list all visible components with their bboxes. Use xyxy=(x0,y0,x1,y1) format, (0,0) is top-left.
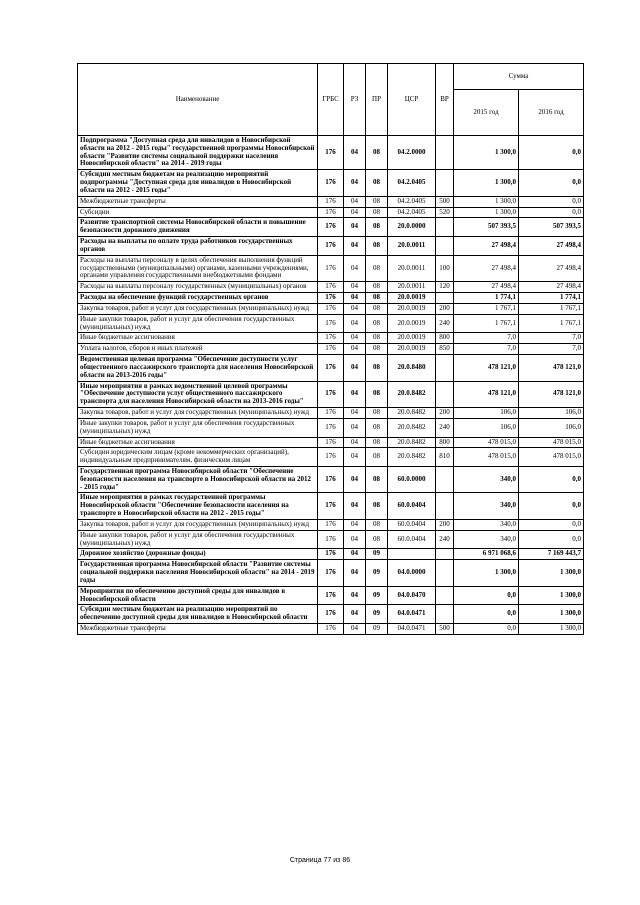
page-footer: Страница 77 из 86 xyxy=(289,857,351,864)
row-sum-2016: 0,0 xyxy=(519,466,584,492)
row-vr: 800 xyxy=(436,333,454,344)
row-csr: 20.0.0011 xyxy=(388,255,436,281)
row-grbs: 176 xyxy=(318,586,344,605)
table-row xyxy=(78,282,584,293)
row-grbs: 176 xyxy=(318,408,344,419)
row-grbs: 176 xyxy=(318,303,344,314)
row-name: Иные бюджетные ассигнования xyxy=(78,333,318,344)
row-sum-2015: 478 121,0 xyxy=(454,381,519,407)
row-pr: 08 xyxy=(366,237,388,256)
table-row xyxy=(78,381,584,407)
row-grbs: 176 xyxy=(318,282,344,293)
row-sum-2015: 27 498,4 xyxy=(454,237,519,256)
row-rz: 04 xyxy=(344,418,366,437)
row-sum-2015: 340,0 xyxy=(454,493,519,519)
table-row xyxy=(78,136,584,170)
row-pr: 08 xyxy=(366,355,388,381)
row-pr: 08 xyxy=(366,466,388,492)
row-sum-2016: 1 300,0 xyxy=(519,605,584,624)
row-csr: 60.0.0000 xyxy=(388,466,436,492)
row-rz: 04 xyxy=(344,344,366,355)
row-rz: 04 xyxy=(344,549,366,560)
row-sum-2015: 7,0 xyxy=(454,344,519,355)
row-name: Закупка товаров, работ и услуг для государственных (муниципальных) нужд xyxy=(78,519,318,530)
row-grbs: 176 xyxy=(318,466,344,492)
row-rz: 04 xyxy=(344,448,366,467)
table-row xyxy=(78,218,584,237)
row-grbs: 176 xyxy=(318,519,344,530)
row-rz: 04 xyxy=(344,255,366,281)
row-csr: 60.0.0404 xyxy=(388,493,436,519)
row-pr: 08 xyxy=(366,519,388,530)
header-rz: РЗ xyxy=(344,64,366,136)
table-row xyxy=(78,466,584,492)
row-rz: 04 xyxy=(344,218,366,237)
row-rz: 04 xyxy=(344,293,366,304)
row-sum-2016: 1 767,1 xyxy=(519,314,584,333)
table-row xyxy=(78,207,584,218)
row-grbs: 176 xyxy=(318,196,344,207)
row-sum-2016: 7,0 xyxy=(519,333,584,344)
header-name: Наименование xyxy=(78,64,318,136)
row-sum-2016: 0,0 xyxy=(519,207,584,218)
row-sum-2016: 0,0 xyxy=(519,196,584,207)
row-name: Государственная программа Новосибирской области "Развитие системы социальной поддержки населения Новосибирской области" на 2014 - 2019 годы xyxy=(78,560,318,586)
row-sum-2015: 1 300,0 xyxy=(454,170,519,196)
row-grbs: 176 xyxy=(318,255,344,281)
row-sum-2016: 7,0 xyxy=(519,344,584,355)
row-pr: 08 xyxy=(366,196,388,207)
row-rz: 04 xyxy=(344,314,366,333)
table-row xyxy=(78,237,584,256)
row-sum-2016: 0,0 xyxy=(519,493,584,519)
row-grbs: 176 xyxy=(318,437,344,448)
row-name: Расходы на выплаты персоналу государственных (муниципальных) органов xyxy=(78,282,318,293)
row-csr: 20.0.8482 xyxy=(388,381,436,407)
row-sum-2016: 27 498,4 xyxy=(519,282,584,293)
row-sum-2016: 106,0 xyxy=(519,418,584,437)
header-vr: ВР xyxy=(436,64,454,136)
row-sum-2015: 340,0 xyxy=(454,519,519,530)
table-body xyxy=(78,136,584,635)
row-rz: 04 xyxy=(344,437,366,448)
row-vr: 200 xyxy=(436,519,454,530)
table-row xyxy=(78,560,584,586)
row-sum-2015: 6 971 068,6 xyxy=(454,549,519,560)
row-pr: 08 xyxy=(366,448,388,467)
row-vr xyxy=(436,560,454,586)
row-sum-2015: 0,0 xyxy=(454,624,519,635)
row-rz: 04 xyxy=(344,207,366,218)
row-grbs: 176 xyxy=(318,624,344,635)
row-sum-2015: 478 015,0 xyxy=(454,448,519,467)
row-csr: 20.0.8482 xyxy=(388,437,436,448)
row-sum-2016: 0,0 xyxy=(519,530,584,549)
row-pr: 09 xyxy=(366,605,388,624)
row-rz: 04 xyxy=(344,170,366,196)
row-sum-2015: 106,0 xyxy=(454,418,519,437)
row-grbs: 176 xyxy=(318,237,344,256)
row-vr xyxy=(436,493,454,519)
table-row xyxy=(78,196,584,207)
row-vr xyxy=(436,293,454,304)
row-sum-2015: 27 498,4 xyxy=(454,282,519,293)
row-sum-2015: 1 300,0 xyxy=(454,136,519,170)
row-sum-2015: 340,0 xyxy=(454,466,519,492)
row-rz: 04 xyxy=(344,466,366,492)
row-name: Иные бюджетные ассигнования xyxy=(78,437,318,448)
row-rz: 04 xyxy=(344,586,366,605)
row-sum-2016: 478 121,0 xyxy=(519,381,584,407)
row-pr: 08 xyxy=(366,381,388,407)
row-pr: 08 xyxy=(366,282,388,293)
row-csr: 20.0.0000 xyxy=(388,218,436,237)
row-name: Закупка товаров, работ и услуг для государственных (муниципальных) нужд xyxy=(78,303,318,314)
row-grbs: 176 xyxy=(318,418,344,437)
row-csr: 20.0.0019 xyxy=(388,314,436,333)
row-name: Развитие транспортной системы Новосибирской области и повышение безопасности дорожного движения xyxy=(78,218,318,237)
row-vr xyxy=(436,170,454,196)
row-csr: 20.0.8480 xyxy=(388,355,436,381)
row-csr: 60.0.0404 xyxy=(388,519,436,530)
row-name: Расходы на выплаты по оплате труда работников государственных органов xyxy=(78,237,318,256)
table-row xyxy=(78,293,584,304)
row-pr: 08 xyxy=(366,333,388,344)
row-grbs: 176 xyxy=(318,333,344,344)
row-name: Иные закупки товаров, работ и услуг для обеспечения государственных (муниципальных) нужд xyxy=(78,314,318,333)
table-row xyxy=(78,314,584,333)
row-csr: 20.0.0019 xyxy=(388,303,436,314)
row-rz: 04 xyxy=(344,560,366,586)
row-name: Закупка товаров, работ и услуг для государственных (муниципальных) нужд xyxy=(78,408,318,419)
row-pr: 09 xyxy=(366,586,388,605)
row-sum-2015: 0,0 xyxy=(454,605,519,624)
row-sum-2015: 1 300,0 xyxy=(454,560,519,586)
row-csr: 20.0.0011 xyxy=(388,282,436,293)
row-vr: 100 xyxy=(436,255,454,281)
row-grbs: 176 xyxy=(318,344,344,355)
row-csr: 60.0.0404 xyxy=(388,530,436,549)
row-vr xyxy=(436,237,454,256)
row-rz: 04 xyxy=(344,624,366,635)
row-name: Иные мероприятия в рамках государственной программы Новосибирской области "Обеспечение безопасности населения на транспорте в Новосибирской области на 2012 - 2015 годы" xyxy=(78,493,318,519)
row-name: Субсидии юридическим лицам (кроме некоммерческих организаций), индивидуальным предпринимателям, физическим лицам xyxy=(78,448,318,467)
row-sum-2016: 1 300,0 xyxy=(519,560,584,586)
row-sum-2016: 1 774,1 xyxy=(519,293,584,304)
row-grbs: 176 xyxy=(318,218,344,237)
row-grbs: 176 xyxy=(318,605,344,624)
row-name: Межбюджетные трансферты xyxy=(78,196,318,207)
row-pr: 09 xyxy=(366,549,388,560)
header-grbs: ГРБС xyxy=(318,64,344,136)
row-sum-2015: 478 015,0 xyxy=(454,437,519,448)
table-row xyxy=(78,586,584,605)
row-vr xyxy=(436,586,454,605)
row-name: Расходы на обеспечение функций государственных органов xyxy=(78,293,318,304)
row-pr: 08 xyxy=(366,303,388,314)
row-grbs: 176 xyxy=(318,530,344,549)
row-sum-2016: 0,0 xyxy=(519,170,584,196)
table-row xyxy=(78,333,584,344)
row-sum-2016: 7 169 443,7 xyxy=(519,549,584,560)
row-grbs: 176 xyxy=(318,549,344,560)
row-rz: 04 xyxy=(344,605,366,624)
row-sum-2016: 0,0 xyxy=(519,136,584,170)
table-row xyxy=(78,549,584,560)
row-sum-2015: 1 767,1 xyxy=(454,303,519,314)
row-sum-2015: 478 121,0 xyxy=(454,355,519,381)
row-name: Межбюджетные трансферты xyxy=(78,624,318,635)
table-row xyxy=(78,418,584,437)
row-csr xyxy=(388,549,436,560)
row-sum-2016: 27 498,4 xyxy=(519,237,584,256)
row-sum-2016: 1 300,0 xyxy=(519,586,584,605)
row-pr: 08 xyxy=(366,218,388,237)
table-row xyxy=(78,624,584,635)
row-sum-2015: 507 393,5 xyxy=(454,218,519,237)
row-name: Дорожное хозяйство (дорожные фонды) xyxy=(78,549,318,560)
budget-table xyxy=(77,63,584,635)
row-grbs: 176 xyxy=(318,493,344,519)
row-grbs: 176 xyxy=(318,314,344,333)
row-pr: 09 xyxy=(366,624,388,635)
row-sum-2016: 106,0 xyxy=(519,408,584,419)
header-sum: Сумма xyxy=(454,64,584,90)
row-pr: 08 xyxy=(366,530,388,549)
row-vr xyxy=(436,381,454,407)
row-csr: 04.2.0405 xyxy=(388,170,436,196)
row-vr: 240 xyxy=(436,314,454,333)
row-name: Государственная программа Новосибирской области "Обеспечение безопасности населения на транспорте в Новосибирской области на 2012 - 2015 годы" xyxy=(78,466,318,492)
row-sum-2015: 7,0 xyxy=(454,333,519,344)
row-pr: 08 xyxy=(366,170,388,196)
row-rz: 04 xyxy=(344,237,366,256)
table-row xyxy=(78,170,584,196)
table-row xyxy=(78,344,584,355)
row-vr: 200 xyxy=(436,303,454,314)
row-name: Субсидии xyxy=(78,207,318,218)
row-sum-2015: 1 300,0 xyxy=(454,207,519,218)
table-row xyxy=(78,448,584,467)
row-vr: 520 xyxy=(436,207,454,218)
header-pr: ПР xyxy=(366,64,388,136)
row-sum-2015: 1 774,1 xyxy=(454,293,519,304)
row-name: Субсидии местным бюджетам на реализацию мероприятий по обеспечению доступной среды для инвалидов в Новосибирской области xyxy=(78,605,318,624)
row-name: Иные мероприятия в рамках ведомственной целевой программы "Обеспечение доступности услуг общественного пассажирского транспорта для населения Новосибирской области на 2013-2016 годы" xyxy=(78,381,318,407)
row-rz: 04 xyxy=(344,530,366,549)
table-row xyxy=(78,255,584,281)
row-pr: 08 xyxy=(366,293,388,304)
row-sum-2015: 340,0 xyxy=(454,530,519,549)
row-csr: 04.2.0000 xyxy=(388,136,436,170)
row-vr: 120 xyxy=(436,282,454,293)
row-vr: 200 xyxy=(436,408,454,419)
row-csr: 20.0.0019 xyxy=(388,344,436,355)
row-vr: 240 xyxy=(436,418,454,437)
row-pr: 08 xyxy=(366,255,388,281)
row-grbs: 176 xyxy=(318,170,344,196)
table-row xyxy=(78,530,584,549)
row-rz: 04 xyxy=(344,196,366,207)
row-name: Подпрограмма "Доступная среда для инвалидов в Новосибирской области на 2012 - 2015 годы" государственной программы Новосибирской области "Развитие системы социальной поддержки населения Новосибирской области" на 2014 - 2019 годы xyxy=(78,136,318,170)
row-sum-2016: 1 300,0 xyxy=(519,624,584,635)
row-grbs: 176 xyxy=(318,355,344,381)
row-sum-2015: 1 767,1 xyxy=(454,314,519,333)
row-grbs: 176 xyxy=(318,207,344,218)
row-vr xyxy=(436,355,454,381)
row-vr xyxy=(436,605,454,624)
row-name: Иные закупки товаров, работ и услуг для обеспечения государственных (муниципальных) нужд xyxy=(78,530,318,549)
row-sum-2015: 1 300,0 xyxy=(454,196,519,207)
row-grbs: 176 xyxy=(318,293,344,304)
table-row xyxy=(78,437,584,448)
row-sum-2015: 106,0 xyxy=(454,408,519,419)
row-vr: 810 xyxy=(436,448,454,467)
row-pr: 08 xyxy=(366,408,388,419)
row-vr xyxy=(436,136,454,170)
row-vr: 800 xyxy=(436,437,454,448)
row-name: Уплата налогов, сборов и иных платежей xyxy=(78,344,318,355)
row-csr: 04.0.0000 xyxy=(388,560,436,586)
row-rz: 04 xyxy=(344,136,366,170)
row-sum-2016: 27 498,4 xyxy=(519,255,584,281)
row-vr: 500 xyxy=(436,196,454,207)
row-vr: 850 xyxy=(436,344,454,355)
row-sum-2016: 507 393,5 xyxy=(519,218,584,237)
row-sum-2016: 1 767,1 xyxy=(519,303,584,314)
row-grbs: 176 xyxy=(318,560,344,586)
row-csr: 20.0.8482 xyxy=(388,418,436,437)
row-vr xyxy=(436,466,454,492)
row-sum-2015: 27 498,4 xyxy=(454,255,519,281)
row-csr: 20.0.8482 xyxy=(388,408,436,419)
row-name: Ведомственная целевая программа "Обеспечение доступности услуг общественного пассажирского транспорта для населения Новосибирской области на 2013-2016 годы" xyxy=(78,355,318,381)
row-sum-2016: 478 015,0 xyxy=(519,448,584,467)
row-rz: 04 xyxy=(344,493,366,519)
row-csr: 20.0.0019 xyxy=(388,293,436,304)
row-pr: 08 xyxy=(366,418,388,437)
row-vr: 500 xyxy=(436,624,454,635)
row-pr: 08 xyxy=(366,136,388,170)
row-pr: 08 xyxy=(366,314,388,333)
header-year-2016: 2016 год xyxy=(519,90,584,136)
row-sum-2015: 0,0 xyxy=(454,586,519,605)
row-name: Субсидии местным бюджетам на реализацию мероприятий подпрограммы "Доступная среда для инвалидов в Новосибирской области на 2012 - 2015 годы" xyxy=(78,170,318,196)
row-name: Расходы на выплаты персоналу в целях обеспечения выполнения функций государственными (муниципальными) органами, казенными учреждениями, органами управления государственными внебюджетными фондами xyxy=(78,255,318,281)
row-name: Иные закупки товаров, работ и услуг для обеспечения государственных (муниципальных) нужд xyxy=(78,418,318,437)
row-pr: 08 xyxy=(366,207,388,218)
row-pr: 08 xyxy=(366,344,388,355)
row-rz: 04 xyxy=(344,381,366,407)
row-rz: 04 xyxy=(344,355,366,381)
row-csr: 20.0.0011 xyxy=(388,237,436,256)
header-csr: ЦСР xyxy=(388,64,436,136)
row-rz: 04 xyxy=(344,282,366,293)
table-row xyxy=(78,408,584,419)
row-csr: 20.0.0019 xyxy=(388,333,436,344)
row-vr xyxy=(436,549,454,560)
row-sum-2016: 478 121,0 xyxy=(519,355,584,381)
row-grbs: 176 xyxy=(318,448,344,467)
row-vr: 240 xyxy=(436,530,454,549)
header-year-2015: 2015 год xyxy=(454,90,519,136)
row-rz: 04 xyxy=(344,333,366,344)
table-row xyxy=(78,303,584,314)
row-csr: 04.0.0471 xyxy=(388,624,436,635)
row-csr: 04.2.0405 xyxy=(388,196,436,207)
row-rz: 04 xyxy=(344,519,366,530)
row-grbs: 176 xyxy=(318,136,344,170)
row-pr: 08 xyxy=(366,437,388,448)
table-row xyxy=(78,519,584,530)
row-vr xyxy=(436,218,454,237)
row-csr: 04.2.0405 xyxy=(388,207,436,218)
table-row xyxy=(78,355,584,381)
row-pr: 08 xyxy=(366,493,388,519)
table-row xyxy=(78,605,584,624)
row-rz: 04 xyxy=(344,408,366,419)
row-rz: 04 xyxy=(344,303,366,314)
row-sum-2016: 0,0 xyxy=(519,519,584,530)
row-csr: 04.0.0470 xyxy=(388,586,436,605)
table-row xyxy=(78,493,584,519)
row-name: Мероприятия по обеспечению доступной среды для инвалидов в Новосибирской области xyxy=(78,586,318,605)
row-pr: 09 xyxy=(366,560,388,586)
row-grbs: 176 xyxy=(318,381,344,407)
row-sum-2016: 478 015,0 xyxy=(519,437,584,448)
row-csr: 20.0.8482 xyxy=(388,448,436,467)
row-csr: 04.0.0471 xyxy=(388,605,436,624)
